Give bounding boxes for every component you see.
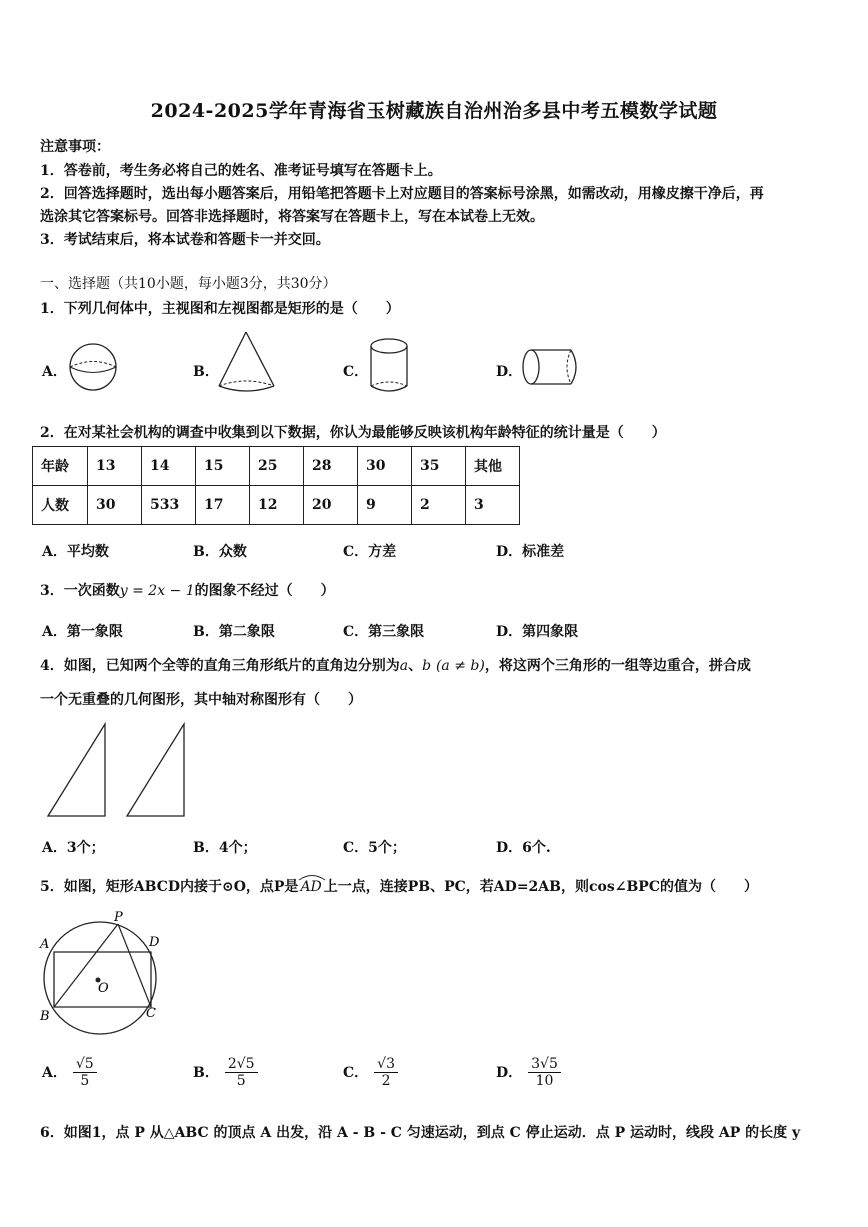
table-cell: 35 [412, 447, 466, 486]
table-cell: 28 [304, 447, 358, 486]
q4-sep: 、 [408, 658, 423, 674]
q2-option-b: B．众数 [193, 544, 247, 560]
q1-option-b: B． [193, 364, 219, 380]
page-title: 2024-2025学年青海省玉树藏族自治州治多县中考五模数学试题 [150, 100, 718, 122]
cone-figure [216, 330, 278, 396]
q4-option-a: A．3个； [42, 840, 105, 856]
age-data-table [32, 446, 520, 525]
label-c: C [146, 1006, 156, 1021]
question-6-stem: 6．如图1，点 P 从△ABC 的顶点 A 出发，沿 A - B - C 匀速运动，到点 C 停止运动．点 P 运动时，线段 AP 的长度 y [40, 1125, 801, 1141]
table-cell: 25 [250, 447, 304, 486]
table-cell: 13 [88, 447, 142, 486]
q4-var-b: b [422, 658, 432, 674]
question-2-stem: 2．在对某社会机构的调查中收集到以下数据，你认为最能够反映该机构年龄特征的统计量是（ ） [40, 425, 666, 441]
table-row [33, 486, 520, 525]
table-cell: 其他 [466, 447, 520, 486]
q5-option-b: B． $\frac{2√5}{5}$ [193, 1056, 258, 1089]
label-p: P [114, 910, 123, 925]
q3-formula: y = 2x − 1 [119, 583, 195, 599]
table-cell: 9 [358, 486, 412, 525]
label-a: A [40, 937, 50, 952]
question-1-stem: 1．下列几何体中，主视图和左视图都是矩形的是（ ） [40, 301, 400, 317]
table-cell: 12 [250, 486, 304, 525]
table-cell: 30 [88, 486, 142, 525]
q5-option-c: C． $\frac{√3}{2}$ [343, 1056, 398, 1089]
table-cell: 20 [304, 486, 358, 525]
question-4-stem [40, 655, 751, 675]
table-cell: 3 [466, 486, 520, 525]
circle-rectangle-figure [38, 910, 168, 1036]
q1-option-d: D． [496, 364, 523, 380]
table-cell: 14 [142, 447, 196, 486]
q4-var-a: a [399, 658, 409, 674]
question-3-stem [40, 580, 335, 600]
cylinder-lying-figure [521, 348, 583, 388]
q3-option-b: B．第二象限 [193, 624, 275, 640]
table-cell: 533 [142, 486, 196, 525]
table-cell: 年龄 [33, 447, 88, 486]
table-cell: 人数 [33, 486, 88, 525]
label-b: B [40, 1009, 50, 1024]
table-cell: 15 [196, 447, 250, 486]
right-triangles-figure [46, 722, 191, 820]
q4-stem-start: 4．如图，已知两个全等的直角三角形纸片的直角边分别为 [40, 658, 400, 674]
label-o: O [98, 981, 109, 996]
q1-option-c: C． [343, 364, 369, 380]
q4-option-c: C．5个； [343, 840, 406, 856]
q2-option-d: D．标准差 [496, 544, 565, 560]
q4-stem-end: ，将这两个三角形的一组等边重合，拼合成 [484, 658, 751, 674]
q5-stem-start: 5．如图，矩形ABCD内接于⊙O，点P是 [40, 879, 299, 895]
q5-arc-ad: AD [298, 879, 323, 895]
question-5-stem [40, 876, 758, 896]
section-heading: 一、选择题（共10小题，每小题3分，共30分） [40, 276, 337, 292]
q2-option-a: A．平均数 [42, 544, 109, 560]
table-row [33, 447, 520, 486]
notice-item: 选涂其它答案标号。回答非选择题时，将答案写在答题卡上，写在本试卷上无效。 [40, 209, 544, 225]
label-d: D [149, 935, 160, 950]
notice-heading: 注意事项： [40, 139, 110, 155]
cylinder-upright-figure [369, 336, 411, 396]
q4-option-b: B．4个； [193, 840, 257, 856]
table-cell: 17 [196, 486, 250, 525]
notice-item: 3．考试结束后，将本试卷和答题卡一并交回。 [40, 232, 330, 248]
q3-stem-end: 的图象不经过（ ） [194, 583, 335, 599]
table-cell: 2 [412, 486, 466, 525]
q2-option-c: C．方差 [343, 544, 397, 560]
q4-option-d: D．6个. [496, 840, 551, 856]
q4-condition: (a ≠ b) [435, 658, 485, 674]
q5-option-a: A． $\frac{√5}{5}$ [42, 1056, 97, 1089]
q1-option-a: A． [42, 364, 67, 380]
q3-option-a: A．第一象限 [42, 624, 123, 640]
q3-option-d: D．第四象限 [496, 624, 579, 640]
q3-option-c: C．第三象限 [343, 624, 425, 640]
q3-stem-start: 3．一次函数 [40, 583, 120, 599]
sphere-figure [68, 342, 120, 392]
table-cell: 30 [358, 447, 412, 486]
notice-item: 1．答卷前，考生务必将自己的姓名、准考证号填写在答题卡上。 [40, 163, 442, 179]
notice-item: 2．回答选择题时，选出每小题答案后，用铅笔把答题卡上对应题目的答案标号涂黑，如需改动，用橡皮擦干净后，再 [40, 186, 764, 202]
q5-option-d: D． $\frac{3√5}{10}$ [496, 1056, 561, 1089]
question-4-stem-cont: 一个无重叠的几何图形，其中轴对称图形有（ ） [40, 692, 362, 708]
q5-stem-end: 上一点，连接PB、PC，若AD=2AB，则cos∠BPC的值为（ ） [323, 879, 758, 895]
